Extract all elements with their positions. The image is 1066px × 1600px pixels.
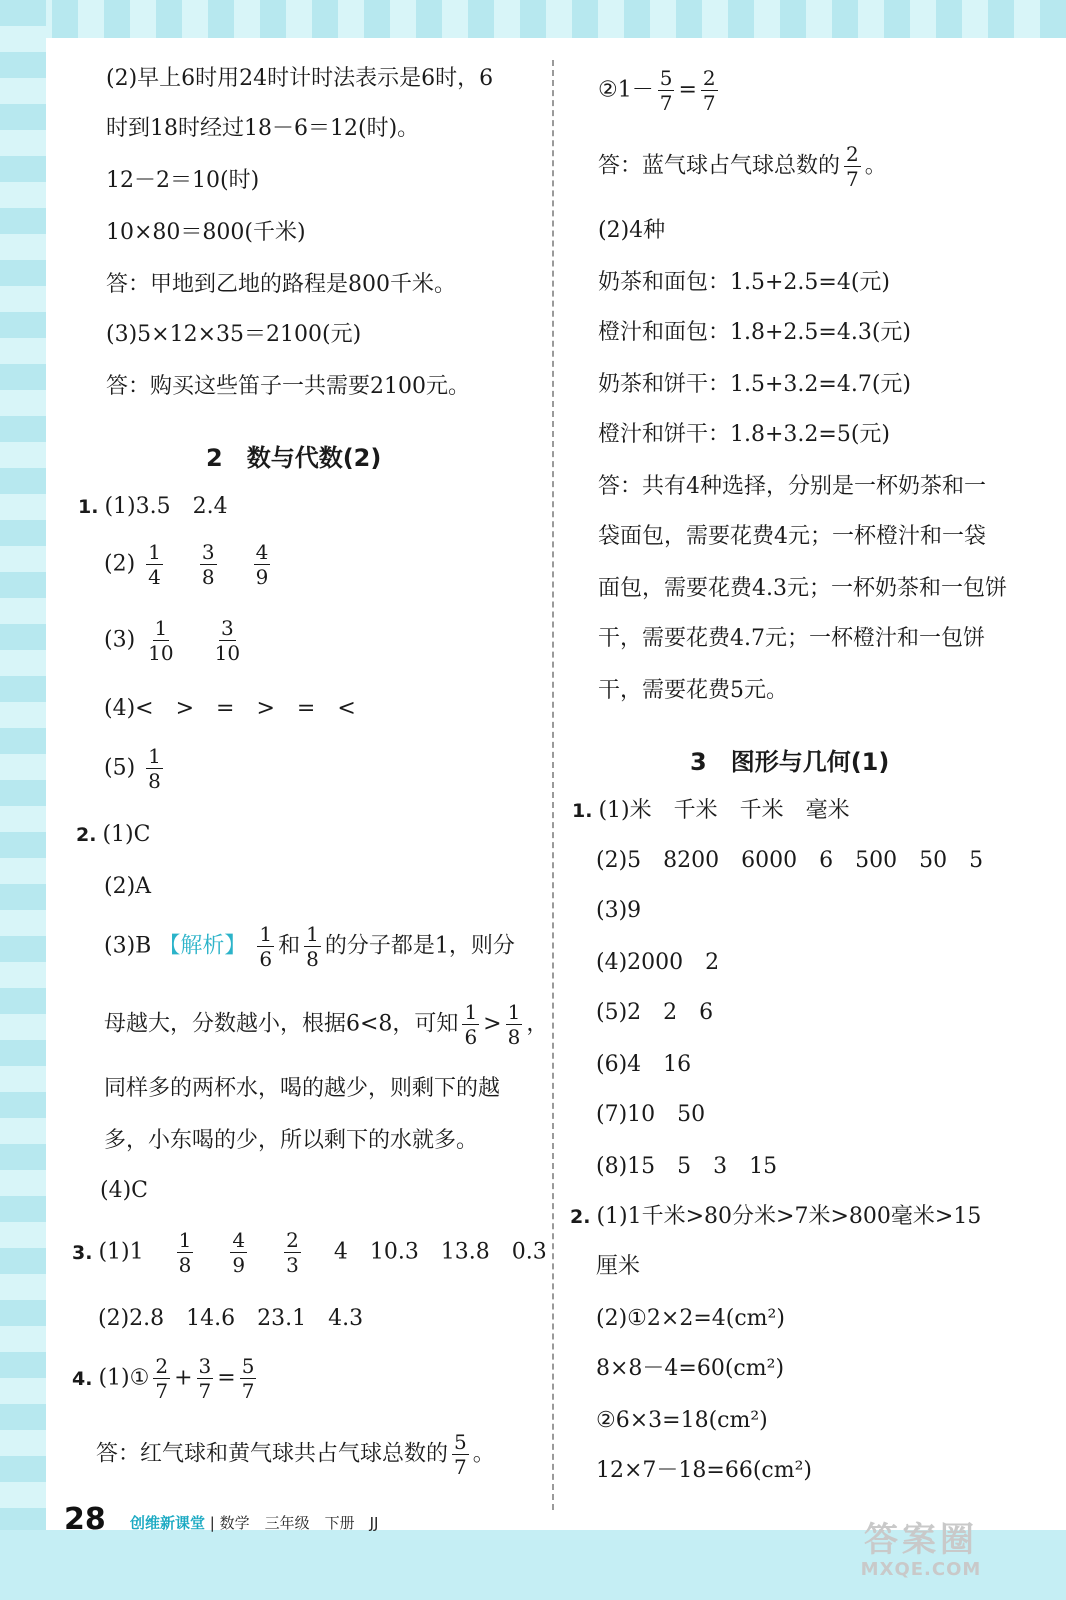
q1-part-2-label: (2) [104,551,136,577]
q2-part-1: (1)C [102,822,151,847]
right-row-3: (2)4种 [598,218,666,243]
left-line-7: 答：购买这些笛子一共需要2100元。 [106,374,470,399]
left-line-5: 答：甲地到乙地的路程是800千米。 [106,272,456,297]
fraction: $\frac{3}{7}$ [198,1354,212,1403]
column-divider [552,60,554,1510]
q1-number: 1. [78,496,99,518]
s1-row-8: (8)15 5 3 15 [596,1154,778,1179]
q2-number: 2. [76,824,97,846]
s2-row-6: 12×7－18=66(cm²) [596,1458,813,1483]
s1-row-4: (4)2000 2 [596,950,720,975]
q4-row-2: 答：红气球和黄气球共占气球总数的 $\frac{5}{7}$ 。 [96,1430,495,1479]
q2-part-3-label: (3)B [104,933,152,959]
fraction: $\frac{2}{7}$ [846,142,859,191]
q4-number: 4. [72,1367,93,1390]
q1-row-1 [78,492,228,522]
left-line-2: 时到18时经过18－6＝12(时)。 [106,116,420,141]
section-title-2: 2 数与代数(2) [206,444,382,472]
fraction: $\frac{5}{7}$ [241,1354,255,1403]
right-row-12: 干，需要花费5元。 [598,678,788,703]
fraction: $\frac{1}{8}$ [148,744,161,793]
s2-row-2: 厘米 [596,1254,641,1279]
q1-part-3-label: (3) [104,627,136,653]
q3-row-1: 3. (1)1 $\frac{1}{8}$ $\frac{4}{9}$ $\frac{2}{3}$ 4 10.3 13.8 0.3 [72,1228,547,1277]
s1-row-3: (3)9 [596,898,642,923]
fraction: $\frac{1}{10}$ [148,616,174,665]
q4-row-1: 4. (1)① $\frac{2}{7}$ + $\frac{3}{7}$ = $\frac{5}{7}$ [72,1354,255,1403]
q2-row-2: (2)A [104,874,152,899]
decorative-border-left [0,0,46,1530]
fraction: $\frac{3}{8}$ [201,540,215,589]
right-row-4: 奶茶和面包：1.5+2.5=4(元) [598,270,891,295]
footer-subject: | 数学 三年级 下册 JJ [209,1514,379,1532]
right-row-6: 奶茶和饼干：1.5+3.2=4.7(元) [598,372,911,397]
s2-number: 2. [570,1206,591,1228]
q2-row-4: 母越大，分数越小，根据6<8，可知 $\frac{1}{6}$ > $\frac{1}{8}$ ， [104,1000,549,1049]
q2-row-6: 多，小东喝的少，所以剩下的水就多。 [104,1128,479,1153]
q3-number: 3. [72,1241,93,1264]
page-number: 28 [64,1502,106,1537]
fraction: $\frac{4}{9}$ [255,540,269,589]
watermark-logo [826,1520,1016,1586]
fraction: $\frac{1}{4}$ [148,540,161,589]
left-line-3: 12－2＝10(时) [106,168,260,193]
s1-row-5: (5)2 2 6 [596,1000,714,1025]
q2-row-1 [76,820,150,850]
right-row-2: 答：蓝气球占气球总数的 $\frac{2}{7}$ 。 [598,142,887,191]
s2-row-5: ②6×3=18(cm²) [596,1408,768,1433]
s1-row-1: 1. (1)米 千米 千米 毫米 [572,798,850,823]
q1-part-5-label: (5) [104,755,136,781]
fraction: $\frac{1}{8}$ [178,1228,192,1277]
watermark-text-en: MXQE.COM [860,1559,982,1580]
fraction: $\frac{1}{6}$ [464,1000,478,1049]
fraction: $\frac{1}{8}$ [306,922,319,971]
s2-row-4: 8×8－4=60(cm²) [596,1356,785,1381]
section-title-3: 3 图形与几何(1) [690,748,890,776]
s2-row-1: 2. (1)1千米>80分米>7米>800毫米>15 [570,1204,982,1229]
left-line-6: (3)5×12×35＝2100(元) [106,322,362,347]
right-row-5: 橙汁和面包：1.8+2.5=4.3(元) [598,320,911,345]
q2-row-5: 同样多的两杯水，喝的越少，则剩下的越 [104,1076,501,1101]
left-line-4: 10×80＝800(千米) [106,220,306,245]
right-row-1: ②1－ $\frac{5}{7}$ = $\frac{2}{7}$ [598,66,716,115]
left-line-1: (2)早上6时用24时计时法表示是6时，6 [106,66,494,91]
analysis-tag: 【解析】 [158,933,247,959]
s1-number: 1. [572,800,593,822]
footer-info [130,1512,378,1533]
brand-name: 创维新课堂 [130,1514,206,1532]
q1-row-4: (4)< > = > = < [104,696,356,721]
fraction: $\frac{2}{7}$ [702,66,716,115]
right-row-9: 袋面包，需要花费4元；一杯橙汁和一袋 [598,524,986,549]
q1-row-2 [104,540,274,589]
fraction: $\frac{5}{7}$ [659,66,673,115]
q1-row-3 [104,616,246,665]
s1-row-7: (7)10 50 [596,1102,706,1127]
fraction: $\frac{2}{3}$ [286,1228,299,1277]
q3-row-2: (2)2.8 14.6 23.1 4.3 [98,1306,364,1331]
right-row-11: 干，需要花费4.7元；一杯橙汁和一包饼 [598,626,985,651]
right-row-8: 答：共有4种选择，分别是一杯奶茶和一 [598,474,986,499]
q2-row-7: (4)C [100,1178,148,1203]
fraction: $\frac{1}{6}$ [259,922,273,971]
right-row-7: 橙汁和饼干：1.8+3.2=5(元) [598,422,891,447]
s1-row-6: (6)4 16 [596,1052,692,1077]
q1-row-5 [104,744,167,793]
fraction: $\frac{4}{9}$ [232,1228,246,1277]
decorative-border-top [0,0,1066,38]
fraction: $\frac{5}{7}$ [454,1430,467,1479]
fraction: $\frac{3}{10}$ [214,616,241,665]
s2-row-3: (2)①2×2=4(cm²) [596,1306,785,1331]
s1-row-2: (2)5 8200 6000 6 500 50 5 [596,848,984,873]
watermark-text-cn: 答案圈 [864,1520,978,1560]
q2-row-3: (3)B 【解析】 $\frac{1}{6}$ 和 $\frac{1}{8}$ 的分子都是1，则分 [104,922,515,971]
fraction: $\frac{2}{7}$ [155,1354,169,1403]
right-row-10: 面包，需要花费4.3元；一杯奶茶和一包饼 [598,576,1007,601]
fraction: $\frac{1}{8}$ [507,1000,521,1049]
q1-part-1: (1)3.5 2.4 [104,494,228,519]
